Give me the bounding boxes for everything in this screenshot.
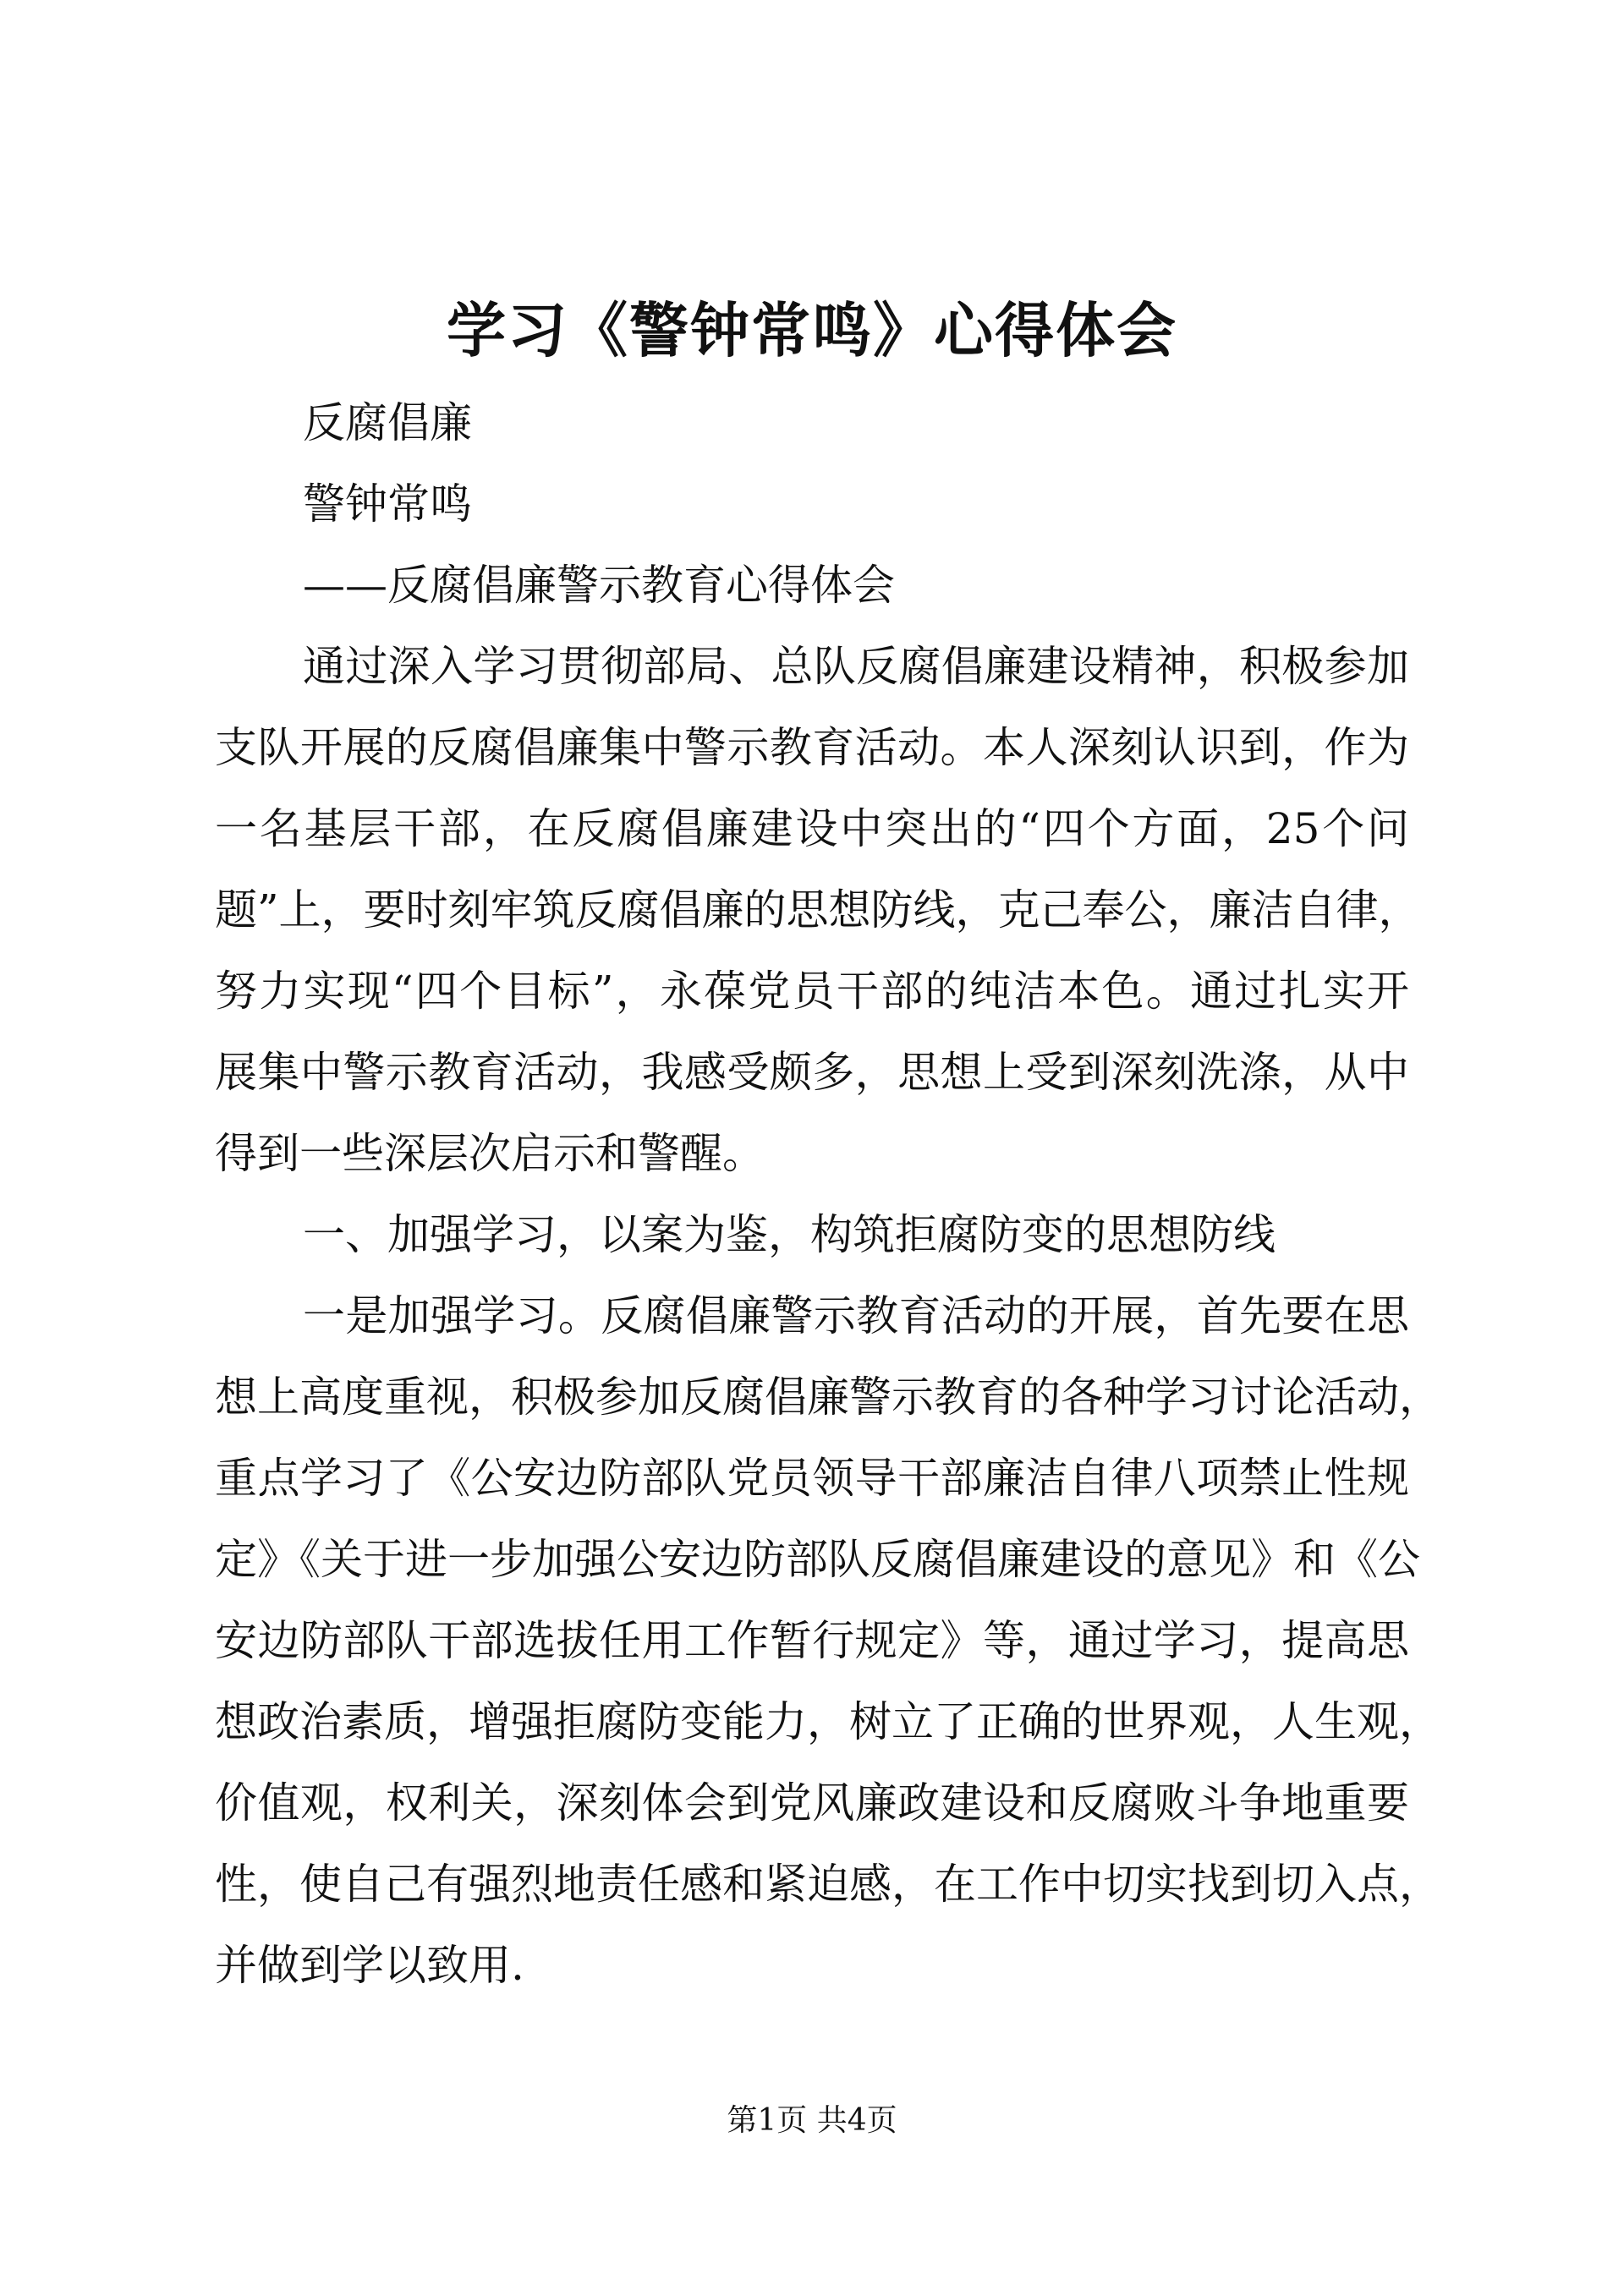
- paragraph-1-line: 努力实现“四个目标”，永葆党员干部的纯洁本色。通过扎实开: [215, 967, 1409, 1016]
- paragraph-1-line: 支队开展的反腐倡廉集中警示教育活动。本人深刻认识到，作为: [215, 723, 1409, 772]
- paragraph-2-line: 并做到学以致用.: [215, 1941, 524, 1990]
- paragraph-1-line: 题”上，要时刻牢筑反腐倡廉的思想防线，克己奉公，廉洁自律，: [215, 885, 1421, 934]
- paragraph-1-line: 通过深入学习贯彻部局、总队反腐倡廉建设精神，积极参加: [303, 642, 1409, 691]
- paragraph-2-line: 想政治素质，增强拒腐防变能力，树立了正确的世界观，人生观，: [215, 1697, 1441, 1746]
- subtitle-line-2: 警钟常鸣: [303, 479, 472, 529]
- paragraph-2-line: 想上高度重视，积极参加反腐倡廉警示教育的各种学习讨论活动，: [215, 1373, 1441, 1422]
- page-number-footer: 第1页 共4页: [727, 2103, 897, 2138]
- document-body: [215, 382, 1441, 2006]
- document-title: 学习《警钟常鸣》心得体会: [447, 295, 1177, 365]
- paragraph-2-line: 重点学习了《公安边防部队党员领导干部廉洁自律八项禁止性规: [215, 1454, 1409, 1503]
- paragraph-2-line: 一是加强学习。反腐倡廉警示教育活动的开展，首先要在思: [303, 1291, 1409, 1340]
- paragraph-1-line: 一名基层干部，在反腐倡廉建设中突出的“四个方面，25个问: [215, 804, 1409, 853]
- paragraph-2-line: 价值观，权利关，深刻体会到党风廉政建设和反腐败斗争地重要: [215, 1778, 1409, 1827]
- paragraph-2-line: 性，使自己有强烈地责任感和紧迫感，在工作中切实找到切入点，: [215, 1860, 1441, 1909]
- paragraph-2-line: 安边防部队干部选拔任用工作暂行规定》等，通过学习，提高思: [215, 1616, 1409, 1665]
- subtitle-line-1: 反腐倡廉: [303, 398, 472, 447]
- section-heading: 一、加强学习，以案为鉴，构筑拒腐防变的思想防线: [303, 1210, 1276, 1259]
- paragraph-1-line: 得到一些深层次启示和警醒。: [215, 1129, 765, 1178]
- paragraph-2-line: 定》《关于进一步加强公安边防部队反腐倡廉建设的意见》和《公: [215, 1535, 1420, 1584]
- subtitle-line-3: ——反腐倡廉警示教育心得体会: [303, 561, 895, 610]
- paragraph-1-line: 展集中警示教育活动，我感受颇多，思想上受到深刻洗涤，从中: [215, 1048, 1409, 1097]
